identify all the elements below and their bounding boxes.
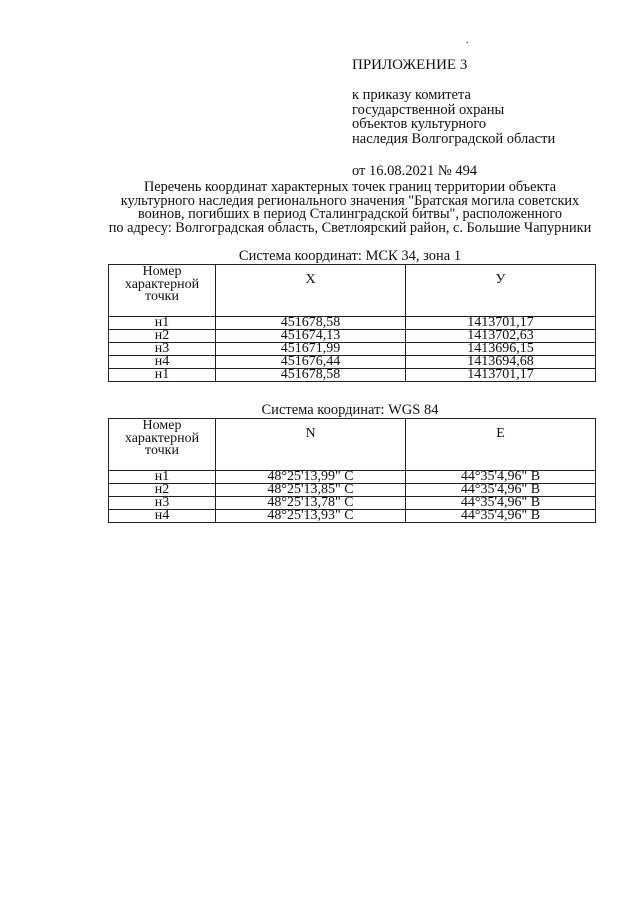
cell-y: 1413702,63 bbox=[406, 330, 596, 343]
cell-e: 44°35'4,96" В bbox=[406, 484, 596, 497]
table-row bbox=[109, 369, 596, 382]
cell-x: 451674,13 bbox=[216, 330, 406, 343]
cell-point: н4 bbox=[109, 356, 216, 369]
appendix-title: ПРИЛОЖЕНИЕ 3 bbox=[352, 57, 468, 73]
coordinates-table-wgs84 bbox=[108, 418, 596, 523]
intro-line: Перечень координат характерных точек границ территории объекта bbox=[143, 179, 557, 195]
cell-x: 451676,44 bbox=[216, 356, 406, 369]
cell-x: 451671,99 bbox=[216, 343, 406, 356]
header-line: точки bbox=[145, 443, 179, 458]
table-caption-msk34: Система координат: МСК 34, зона 1 bbox=[238, 248, 462, 264]
order-line: к приказу комитета bbox=[352, 87, 471, 104]
cell-n: 48°25'13,99" С bbox=[216, 471, 406, 484]
coordinates-table-msk34 bbox=[108, 264, 596, 382]
header-line: Номер bbox=[142, 264, 182, 279]
header-line: точки bbox=[145, 289, 179, 304]
cell-e: 44°35'4,96" В bbox=[406, 510, 596, 523]
order-date: от 16.08.2021 № 494 bbox=[352, 163, 478, 180]
cell-point: н2 bbox=[109, 330, 216, 343]
header-n: N bbox=[216, 419, 406, 471]
intro-paragraph bbox=[60, 181, 640, 235]
cell-n: 48°25'13,78" С bbox=[216, 497, 406, 510]
header-point-number bbox=[109, 419, 216, 471]
intro-line: культурного наследия регионального значения "Братская могила советских bbox=[120, 192, 580, 209]
table-header-row bbox=[109, 419, 596, 471]
cell-y: 1413696,15 bbox=[406, 343, 596, 356]
cell-x: 451678,58 bbox=[216, 369, 406, 382]
table-header-row bbox=[109, 265, 596, 317]
cell-point: н4 bbox=[109, 510, 216, 523]
table-row bbox=[109, 510, 596, 523]
cell-point: н1 bbox=[109, 369, 216, 382]
cell-y: 1413701,17 bbox=[406, 369, 596, 382]
table-caption-wgs84: Система координат: WGS 84 bbox=[261, 402, 439, 418]
cell-n: 48°25'13,85" С bbox=[216, 484, 406, 497]
appendix-header bbox=[352, 58, 632, 178]
cell-point: н3 bbox=[109, 343, 216, 356]
order-line: объектов культурного bbox=[352, 116, 487, 133]
cell-point: н2 bbox=[109, 484, 216, 497]
header-line: Номер bbox=[142, 418, 182, 433]
header-line: характерной bbox=[124, 430, 200, 446]
cell-n: 48°25'13,93" С bbox=[216, 510, 406, 523]
header-y: У bbox=[406, 265, 596, 317]
cell-point: н1 bbox=[109, 317, 216, 330]
cell-x: 451678,58 bbox=[216, 317, 406, 330]
top-mark: . bbox=[466, 35, 469, 46]
header-point-number bbox=[109, 265, 216, 317]
order-line: наследия Волгоградской области bbox=[352, 130, 556, 147]
header-line: характерной bbox=[124, 276, 200, 292]
intro-line: по адресу: Волгоградская область, Светлоярский район, с. Большие Чапурники bbox=[108, 219, 592, 236]
cell-y: 1413694,68 bbox=[406, 356, 596, 369]
cell-point: н1 bbox=[109, 471, 216, 484]
cell-point: н3 bbox=[109, 497, 216, 510]
order-line: государственной охраны bbox=[352, 101, 505, 118]
header-x: X bbox=[216, 265, 406, 317]
cell-e: 44°35'4,96" В bbox=[406, 471, 596, 484]
header-e: E bbox=[406, 419, 596, 471]
intro-line: воинов, погибших в период Сталинградской битвы", расположенного bbox=[137, 206, 563, 223]
cell-y: 1413701,17 bbox=[406, 317, 596, 330]
cell-e: 44°35'4,96" В bbox=[406, 497, 596, 510]
